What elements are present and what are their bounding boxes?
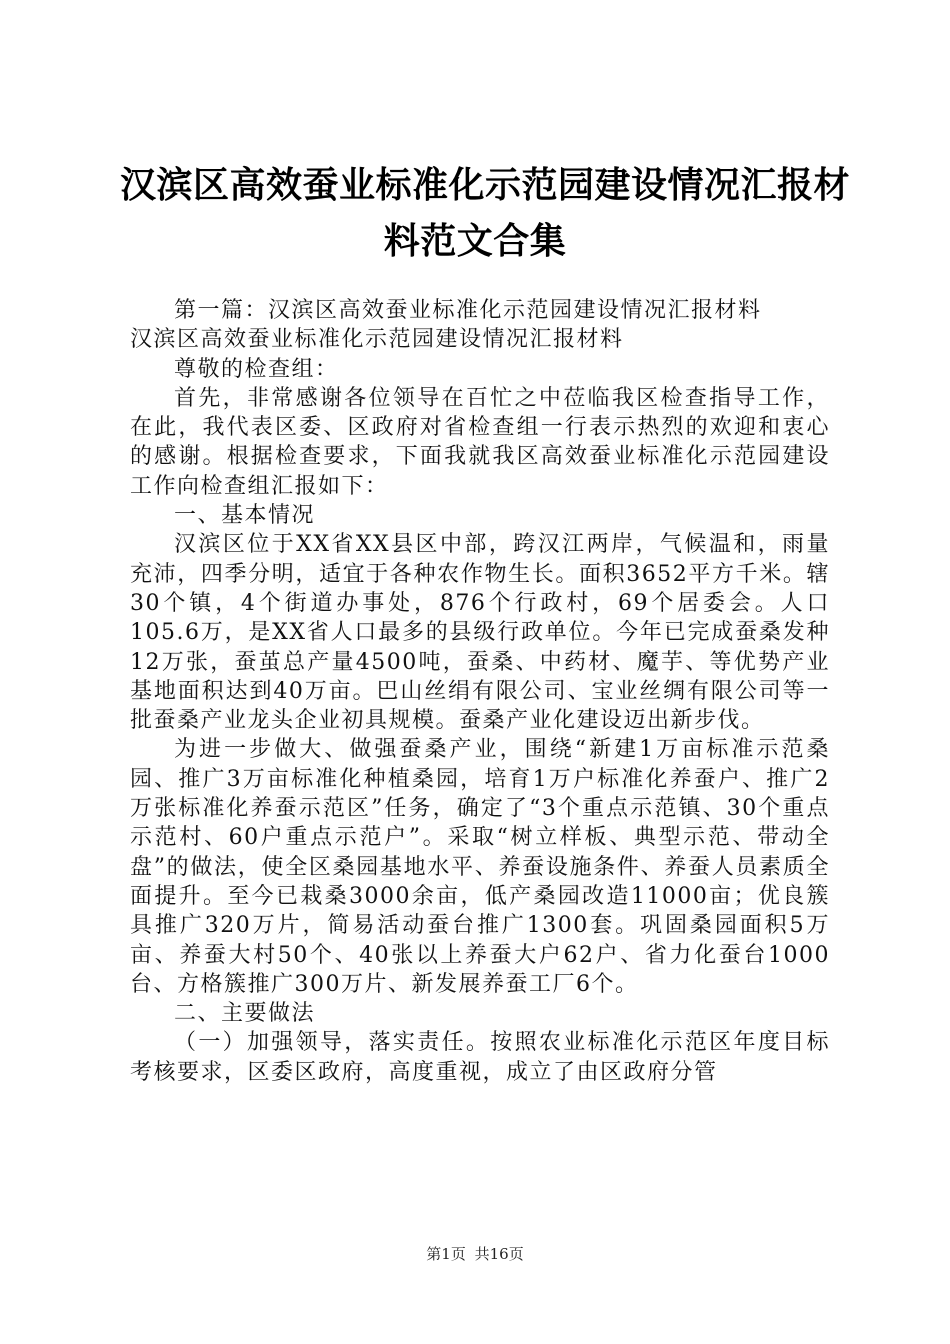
title-line-2: 料范文合集 [383,221,567,262]
chapter-heading: 第一篇：汉滨区高效蚕业标准化示范园建设情况汇报材料 [174,298,762,323]
page-total: 共16页 [474,1245,524,1263]
page-number: 第1页 [426,1245,466,1263]
section-heading-methods: 二、主要做法 [174,1001,316,1027]
basic-info-paragraph: 汉滨区位于XX省XX县区中部，跨汉江两岸，气候温和，雨量充沛，四季分明，适宜于各种农作物生长。面积3652平方千米。辖30个镇，4个街道办事处，876个行政村，69个居委会。人口105.6万，是XX省人口最多的县级行政单位。今年已完成蚕桑发种12万张，蚕茧总产量4500吨，蚕桑、中药材、魔芋、等优势产业基地面积达到40万亩。巴山丝绢有限公司、宝业丝绸有限公司等一批蚕桑产业龙头企业初具规模。蚕桑产业化建设迈出新步伐。 [130,532,830,734]
salutation: 尊敬的检查组： [174,356,339,382]
title-line-1: 汉滨区高效蚕业标准化示范园建设情况汇报材 [120,165,851,206]
document-body [130,296,830,1087]
intro-paragraph: 首先，非常感谢各位领导在百忙之中莅临我区检查指导工作，在此，我代表区委、区政府对省检查组一行表示热烈的欢迎和衷心的感谢。根据检查要求，下面我就我区高效蚕业标准化示范园建设工作向检查组汇报如下： [130,385,830,499]
page-footer [0,1244,950,1264]
document-title [120,158,851,270]
development-paragraph: 为进一步做大、做强蚕桑产业，围绕“新建1万亩标准示范桑园、推广3万亩标准化种植桑园，培育1万户标准化养蚕户、推广2万张标准化养蚕示范区”任务，确定了“3个重点示范镇、30个重点示范村、60户重点示范户”。采取“树立样板、典型示范、带动全盘”的做法，使全区桑园基地水平、养蚕设施条件、养蚕人员素质全面提升。至今已栽桑3000余亩，低产桑园改造11000亩；优良簇具推广320万片，简易活动蚕台推广1300套。巩固桑园面积5万亩、养蚕大村50个、40张以上养蚕大户62户、省力化蚕台1000台、方格簇推广300万片、新发展养蚕工厂6个。 [130,737,830,997]
methods-paragraph: （一）加强领导，落实责任。按照农业标准化示范区年度目标考核要求，区委区政府，高度重视，成立了由区政府分管 [130,1030,830,1085]
section-heading-basic: 一、基本情况 [174,503,316,529]
subtitle: 汉滨区高效蚕业标准化示范园建设情况汇报材料 [130,327,624,353]
